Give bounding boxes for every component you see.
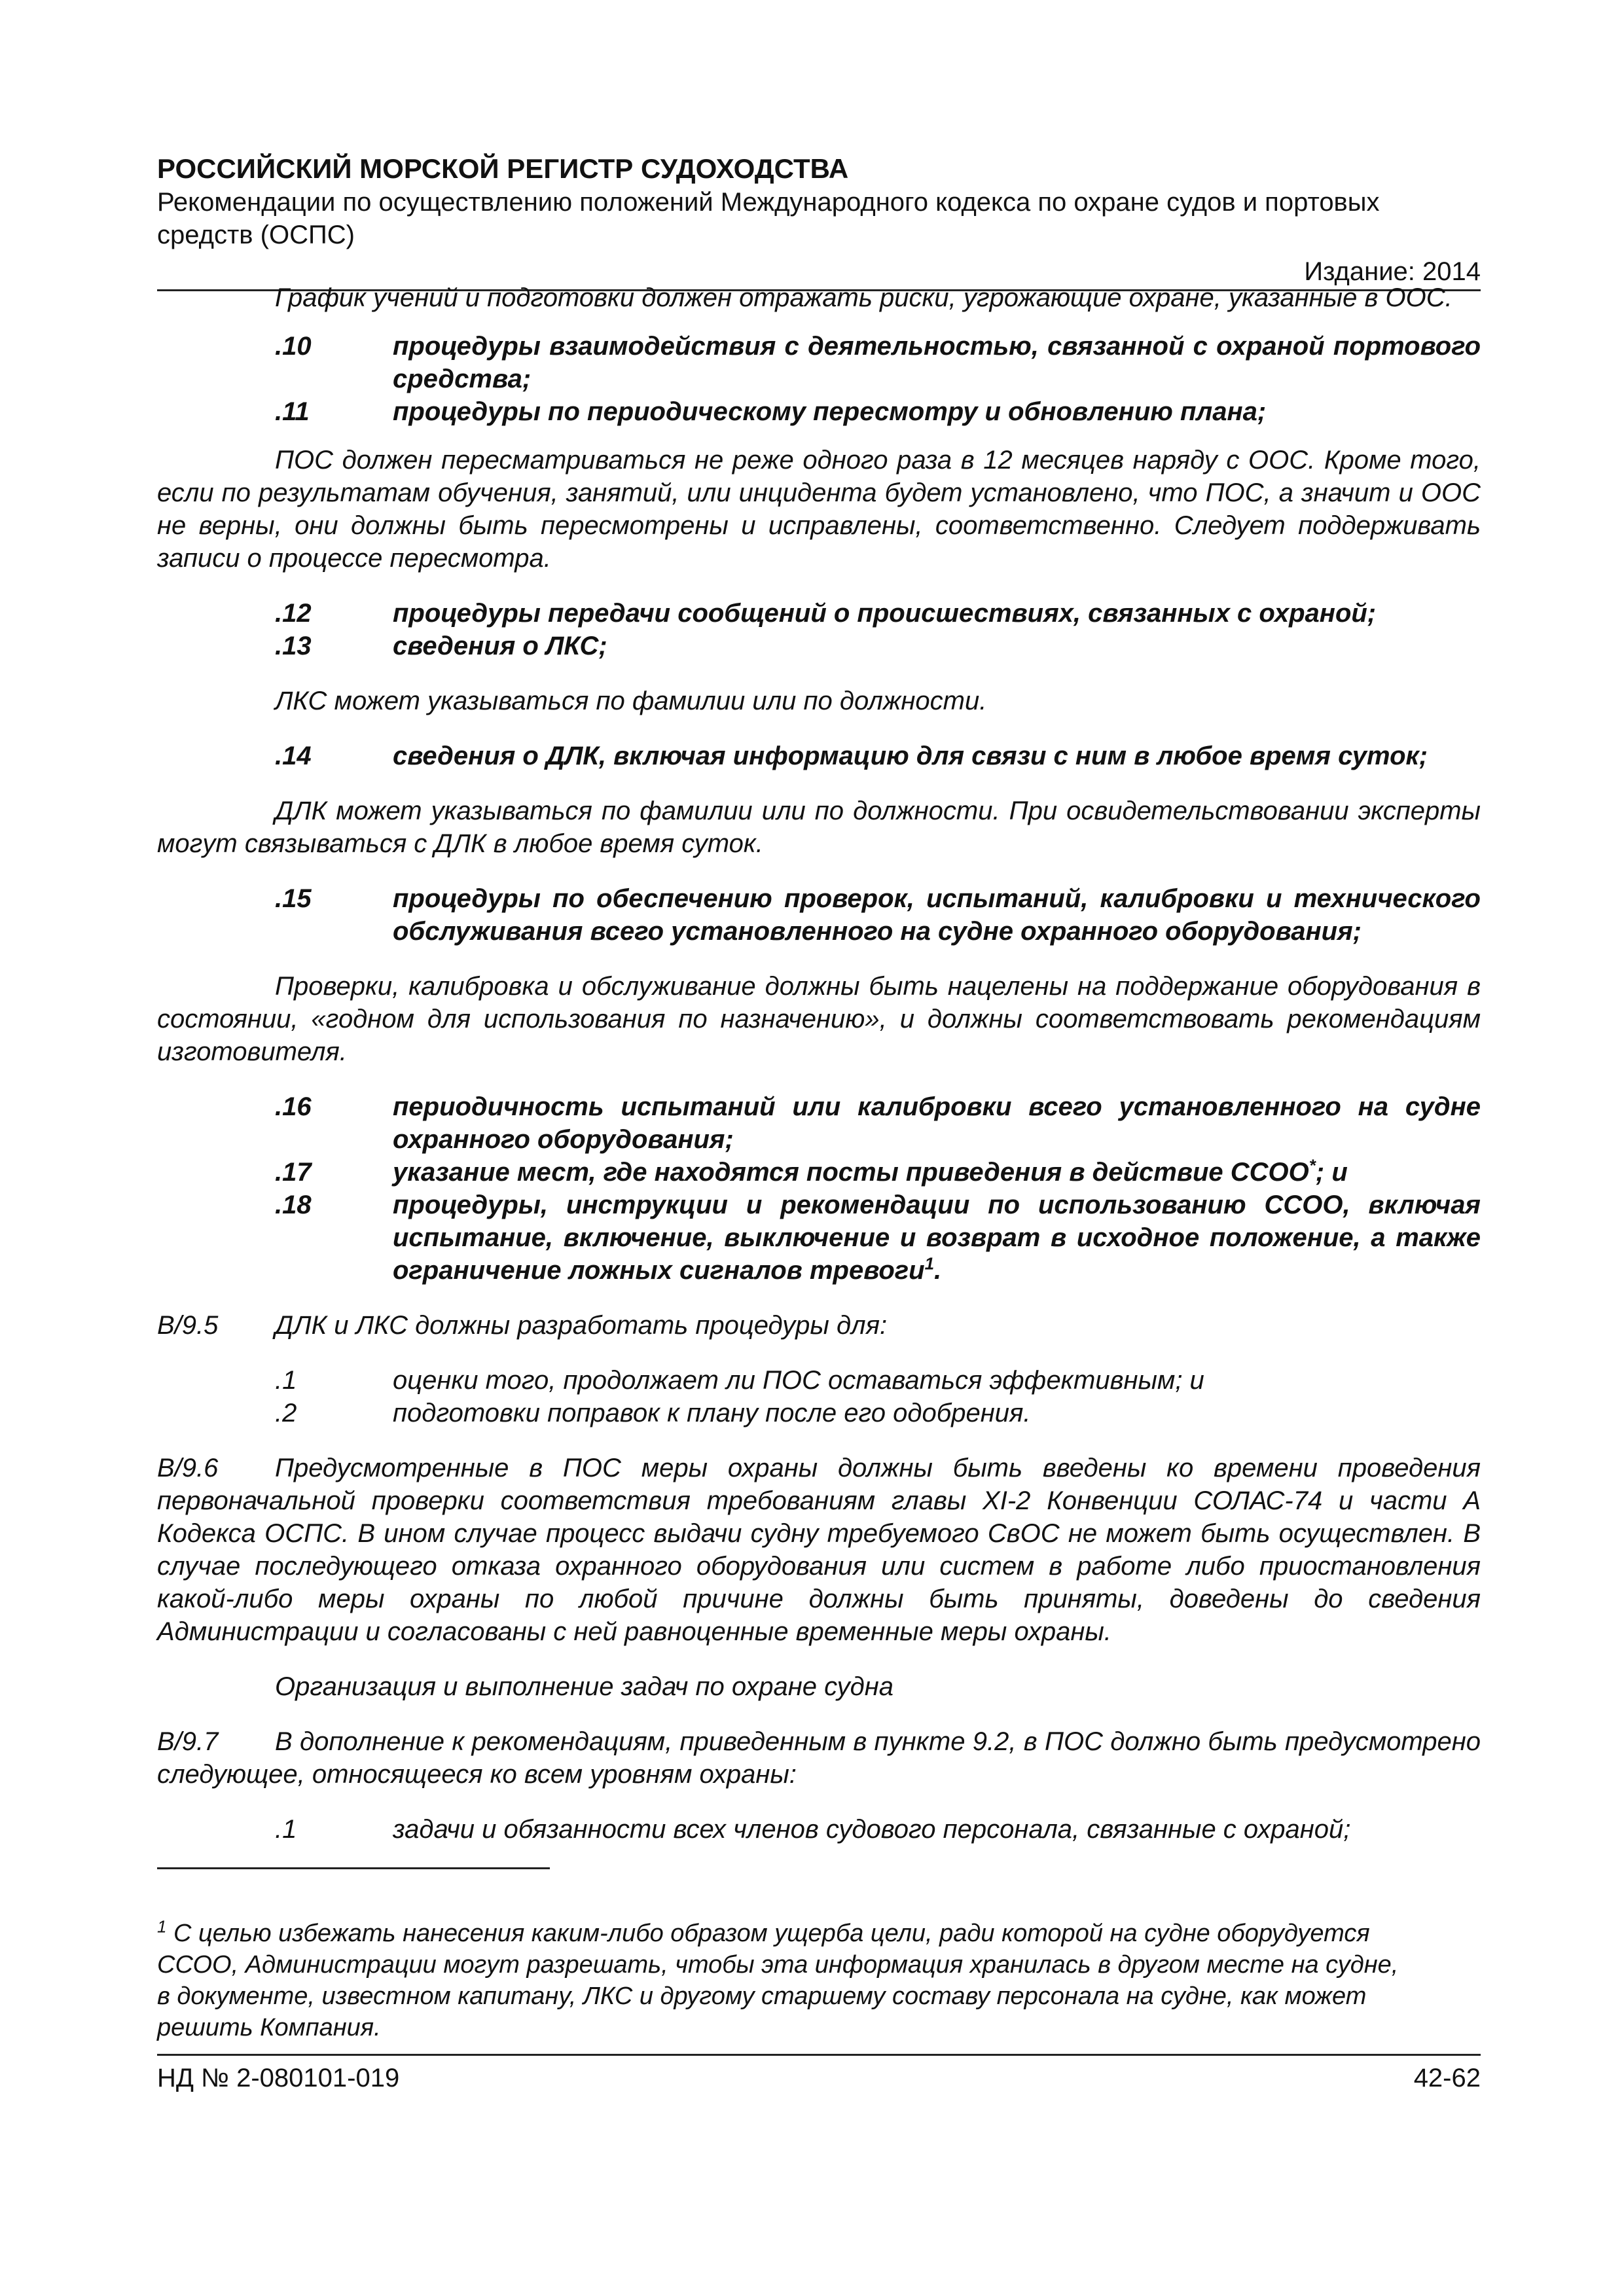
subtitle-line-1: Рекомендации по осуществлению положений Международного кодекса по охране судов и портовых	[157, 188, 1380, 217]
list-item	[157, 1189, 1481, 1287]
item-number: .11	[275, 397, 310, 426]
item-number: .13	[275, 632, 312, 660]
clause-b95	[157, 1309, 1481, 1342]
clause-b97	[157, 1725, 1481, 1791]
subtitle-line-2: средств (ОСПС)	[157, 221, 355, 249]
item-text: процедуры по периодическому пересмотру и обновлению плана;	[393, 397, 1267, 426]
item-text: процедуры по обеспечению проверок, испытаний, калибровки и технического обслуживания всего установленного на судне охранного оборудования;	[393, 884, 1481, 946]
item-text: периодичность испытаний или калибровки всего установленного на судне охранного оборудования;	[393, 1092, 1481, 1154]
footnote-body: С целью избежать нанесения каким-либо образом ущерба цели, ради которой на судне оборудуется ССОО, Администрации могут разрешать, чтобы эта информация хранилась в другом месте на судне, в документе, известном капитану, ЛКС и другому старшему составу персонала на судне, как может решить Компания.	[157, 1920, 1399, 2041]
section-heading: Организация и выполнение задач по охране судна	[275, 1672, 894, 1701]
item-text: подготовки поправок к плану после его одобрения.	[393, 1399, 1031, 1427]
item-text-main: процедуры, инструкции и рекомендации по использованию ССОО, включая испытание, включение, выключение и возврат в исходное положение, а также ограничение ложных сигналов тревоги	[393, 1191, 1481, 1285]
page-header	[157, 152, 1481, 291]
item-text-tail: .	[934, 1256, 942, 1285]
item-text: процедуры передачи сообщений о происшествиях, связанных с охраной;	[393, 599, 1377, 628]
item-number: .2	[275, 1399, 297, 1427]
item-text: сведения о ЛКС;	[393, 632, 607, 660]
item-text: сведения о ДЛК, включая информацию для связи с ним в любое время суток;	[393, 742, 1428, 770]
item-number: .18	[275, 1191, 312, 1219]
item-number: .14	[275, 742, 312, 770]
item-text	[393, 1189, 1481, 1287]
list-item	[157, 1364, 1481, 1397]
asterisk-mark: *	[1308, 1155, 1316, 1175]
item-number: .15	[275, 884, 312, 913]
list-item	[157, 597, 1481, 630]
clause-number: B/9.7	[157, 1727, 219, 1756]
footnote	[157, 1918, 1414, 2043]
list-item	[157, 1397, 1481, 1429]
organization-name: РОССИЙСКИЙ МОРСКОЙ РЕГИСТР СУДОХОДСТВА	[157, 153, 849, 184]
clause-text: В дополнение к рекомендациям, приведенным в пункте 9.2, в ПОС должно быть предусмотрено следующее, относящееся ко всем уровням охраны:	[157, 1727, 1481, 1789]
footnote-text	[157, 1918, 1414, 2043]
list-item	[157, 395, 1481, 428]
item-number: .1	[275, 1815, 297, 1844]
item-text: оценки того, продолжает ли ПОС оставаться эффективным; и	[393, 1366, 1204, 1395]
item-number: .1	[275, 1366, 297, 1395]
list-item	[157, 1156, 1481, 1189]
clause-number: B/9.6	[157, 1454, 219, 1482]
list-item	[157, 882, 1481, 948]
clause-b96	[157, 1452, 1481, 1648]
item-text	[393, 1156, 1481, 1189]
footnote-mark: 1	[157, 1916, 167, 1937]
list-item	[157, 740, 1481, 772]
item-text: процедуры взаимодействия с деятельностью, связанной с охраной портового средства;	[393, 332, 1481, 393]
clause-number: B/9.5	[157, 1311, 219, 1340]
footnote-divider	[157, 1867, 550, 1869]
list-item	[157, 330, 1481, 395]
document-number: НД № 2-080101-019	[157, 2064, 400, 2092]
dlk-paragraph: ДЛК может указываться по фамилии или по должности. При освидетельствовании эксперты могут связываться с ДЛК в любое время суток.	[157, 797, 1481, 858]
footer-divider	[157, 2054, 1481, 2056]
item-number: .10	[275, 332, 312, 361]
intro-paragraph: График учений и подготовки должен отражать риски, угрожающие охране, указанные в ООС.	[275, 283, 1453, 312]
page-body	[157, 281, 1481, 1846]
clause-text: Предусмотренные в ПОС меры охраны должны быть введены ко времени проведения первоначальной проверки соответствия требованиям главы XI-2 Конвенции СОЛАС-74 и части А Кодекса ОСПС. В ином случае процесс выдачи судну требуемого СвОС не может быть осуществлен. В случае последующего отказа охранного оборудования или систем в работе либо приостановления какой-либо меры охраны по любой причине должны быть приняты, доведены до сведения Администрации и согласованы с ней равноценные временные меры охраны.	[157, 1454, 1481, 1646]
list-item	[157, 1813, 1481, 1846]
document-subtitle	[157, 186, 1481, 251]
edition-label: Издание: 2014	[1304, 257, 1481, 286]
list-item	[157, 630, 1481, 662]
item-text-main: указание мест, где находятся посты приведения в действие ССОО	[393, 1158, 1309, 1187]
page-number: 42-62	[1413, 2064, 1481, 2092]
checks-paragraph: Проверки, калибровка и обслуживание должны быть нацелены на поддержание оборудования в состоянии, «годном для использования по назначению», и должны соответствовать рекомендациям изготовителя.	[157, 972, 1481, 1066]
item-text: задачи и обязанности всех членов судового персонала, связанные с охраной;	[393, 1815, 1351, 1844]
item-number: .12	[275, 599, 312, 628]
page-footer	[157, 2062, 1481, 2094]
item-number: .16	[275, 1092, 312, 1121]
list-item	[157, 1090, 1481, 1156]
lks-paragraph: ЛКС может указываться по фамилии или по должности.	[275, 687, 987, 715]
item-number: .17	[275, 1158, 312, 1187]
clause-text: ДЛК и ЛКС должны разработать процедуры для:	[275, 1311, 888, 1340]
footnote-reference[interactable]: 1	[924, 1253, 935, 1274]
review-paragraph: ПОС должен пересматриваться не реже одного раза в 12 месяцев наряду с ООС. Кроме того, если по результатам обучения, занятий, или инцидента будет установлено, что ПОС, а значит и ООС не верны, они должны быть пересмотрены и исправлены, соответственно. Следует поддерживать записи о процессе пересмотра.	[157, 446, 1481, 573]
item-text-tail: ; и	[1315, 1158, 1348, 1187]
